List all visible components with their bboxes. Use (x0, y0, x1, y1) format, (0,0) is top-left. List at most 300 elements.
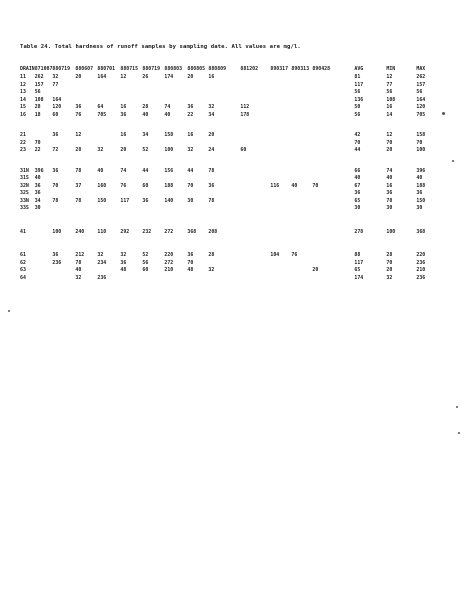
col-header: 880803 (164, 65, 183, 72)
table-cell: 36 (34, 190, 41, 197)
table-cell (291, 82, 312, 90)
table-cell: 60 (142, 182, 149, 189)
table-cell (291, 260, 312, 268)
table-cell (208, 82, 240, 90)
table-cell: 32 (386, 274, 393, 281)
table-cell: 178 (240, 111, 250, 118)
table-cell (312, 112, 354, 120)
table-cell: 140 (164, 197, 174, 204)
table-cell (35, 260, 53, 268)
table-cell: 65 (354, 267, 361, 274)
table-cell (291, 74, 312, 82)
table-cell (75, 82, 97, 90)
table-cell: 158 (416, 132, 426, 139)
table-cell (312, 140, 354, 148)
table-cell (312, 275, 354, 283)
table-cell: 74 (120, 167, 127, 174)
table-cell (312, 132, 354, 140)
table-cell (312, 74, 354, 82)
table-cell (208, 89, 240, 97)
drain-id-cell: 15 (20, 104, 26, 111)
table-cell (291, 205, 312, 213)
table-cell: 20 (386, 267, 393, 274)
table-cell (291, 168, 312, 176)
table-row (20, 112, 446, 120)
table-cell (312, 82, 354, 90)
table-cell (97, 97, 120, 105)
table-cell: 30 (187, 197, 194, 204)
table-cell: 120 (52, 104, 62, 111)
table-cell: 40 (97, 167, 104, 174)
drain-id-cell: 31N (20, 167, 29, 174)
table-cell: 30 (354, 205, 361, 212)
table-cell (35, 229, 53, 237)
table-cell: 150 (97, 197, 107, 204)
table-cell (120, 89, 142, 97)
table-cell: 30 (34, 205, 41, 212)
table-cell: 157 (416, 81, 426, 88)
spacer-cell (20, 236, 446, 252)
table-cell: 156 (164, 167, 174, 174)
table-cell: 70 (386, 259, 393, 266)
table-cell: 158 (164, 132, 174, 139)
table-row (20, 104, 446, 112)
table-cell: 210 (164, 267, 174, 274)
table-cell: 100 (386, 228, 396, 235)
table-cell (208, 260, 240, 268)
table-cell (52, 89, 75, 97)
col-header: 890317 (270, 65, 289, 72)
scan-speck (452, 160, 454, 162)
table-cell (35, 132, 53, 140)
col-header: 890313 (291, 65, 310, 72)
table-cell: 396 (416, 167, 426, 174)
table-cell: 36 (208, 182, 215, 189)
table-cell (270, 275, 291, 283)
table-cell (270, 89, 291, 97)
table-cell (312, 89, 354, 97)
table-cell: 36 (416, 190, 423, 197)
table-cell: 16 (120, 132, 127, 139)
table-cell: 78 (52, 197, 59, 204)
table-cell (164, 82, 187, 90)
drain-id-cell: 33S (20, 205, 29, 212)
table-cell (291, 97, 312, 105)
table-cell: 72 (52, 147, 59, 154)
table-cell: 28 (142, 104, 149, 111)
table-cell: 70 (34, 139, 41, 146)
table-cell: 36 (187, 252, 194, 259)
table-cell: 188 (164, 182, 174, 189)
table-cell (270, 260, 291, 268)
table-row (20, 168, 446, 176)
drain-id-cell: 13 (20, 89, 26, 96)
table-cell: 117 (354, 81, 364, 88)
drain-id-cell: 63 (20, 267, 26, 274)
table-cell: 20 (386, 147, 393, 154)
table-header-row (20, 64, 446, 74)
table-cell (52, 267, 75, 275)
table-cell (270, 205, 291, 213)
table-cell (312, 97, 354, 105)
table-cell: 24 (208, 147, 215, 154)
table-cell: 110 (97, 228, 107, 235)
col-header: 880719 (142, 65, 161, 72)
table-cell: 20 (75, 74, 82, 81)
table-cell: 50 (354, 104, 361, 111)
table-cell: 78 (208, 167, 215, 174)
table-cell: 32 (97, 147, 104, 154)
table-cell (75, 190, 97, 198)
table-cell (97, 205, 120, 213)
drain-id-cell: 64 (20, 274, 26, 281)
col-header: 871007 (34, 65, 53, 72)
table-cell (270, 82, 291, 90)
table-cell (208, 175, 240, 183)
table-cell: 16 (386, 182, 393, 189)
table-cell (142, 205, 164, 213)
table-cell (240, 97, 270, 105)
table-cell: 40 (75, 267, 82, 274)
table-cell (97, 190, 120, 198)
table-cell (97, 82, 120, 90)
table-cell (312, 104, 354, 112)
table-cell: 40 (142, 111, 149, 118)
table-cell: 117 (354, 259, 364, 266)
table-cell: 174 (164, 74, 174, 81)
table-cell: 112 (240, 104, 250, 111)
table-cell: 56 (386, 89, 393, 96)
table-cell: 212 (75, 252, 85, 259)
table-cell: 28 (34, 104, 41, 111)
table-body (20, 74, 446, 282)
table-cell (270, 97, 291, 105)
table-cell: 32 (208, 267, 215, 274)
table-cell (312, 190, 354, 198)
table-cell: 74 (164, 104, 171, 111)
drain-id-cell: 23 (20, 147, 26, 154)
table-cell: 36 (52, 132, 59, 139)
table-cell: 32 (120, 252, 127, 259)
table-row (20, 190, 446, 198)
table-cell (164, 275, 187, 283)
table-cell: 208 (208, 228, 218, 235)
table-cell (291, 132, 312, 140)
table-cell: 40 (291, 182, 298, 189)
table-row (20, 82, 446, 90)
table-cell (97, 140, 120, 148)
table-row (20, 175, 446, 183)
table-cell: 78 (75, 167, 82, 174)
table-cell (291, 112, 312, 120)
table-cell: 52 (142, 147, 149, 154)
table-cell: 70 (416, 139, 423, 146)
table-cell (97, 89, 120, 97)
table-cell (208, 140, 240, 148)
table-cell: 81 (354, 74, 361, 81)
table-cell (187, 275, 208, 283)
table-cell: 150 (416, 197, 426, 204)
table-cell: 117 (120, 197, 130, 204)
table-cell: 236 (416, 259, 426, 266)
table-cell: 12 (386, 74, 393, 81)
table-cell (120, 82, 142, 90)
drain-id-cell: 14 (20, 96, 26, 103)
table-cell (240, 260, 270, 268)
table-cell: 28 (386, 252, 393, 259)
table-cell (164, 175, 187, 183)
table-cell (142, 190, 164, 198)
col-header: 880701 (97, 65, 116, 72)
table-cell: 108 (386, 96, 396, 103)
col-header: 880715 (120, 65, 139, 72)
table-cell (240, 89, 270, 97)
table-cell: 88 (354, 252, 361, 259)
table-cell (270, 112, 291, 120)
table-cell: 18 (34, 111, 41, 118)
table-cell (187, 205, 208, 213)
table-cell: 32 (52, 74, 59, 81)
drain-id-cell: 41 (20, 228, 26, 235)
table-cell (120, 140, 142, 148)
table-cell (75, 140, 97, 148)
table-cell: 272 (164, 228, 174, 235)
table-cell: 44 (142, 167, 149, 174)
table-cell: 100 (52, 228, 62, 235)
table-row (20, 229, 446, 237)
table-cell (270, 147, 291, 155)
table-cell: 36 (75, 104, 82, 111)
table-cell (291, 190, 312, 198)
table-cell (97, 267, 120, 275)
table-cell (187, 190, 208, 198)
table-cell (35, 267, 53, 275)
table-cell: 34 (34, 197, 41, 204)
table-cell: 20 (120, 147, 127, 154)
table-cell (35, 252, 53, 260)
table-cell (291, 140, 312, 148)
table-cell (291, 198, 312, 206)
group-spacer (20, 119, 446, 132)
table-cell: 32 (97, 252, 104, 259)
table-row (20, 267, 446, 275)
table-cell (142, 140, 164, 148)
table-cell: 60 (142, 267, 149, 274)
table-cell: 78 (208, 197, 215, 204)
col-header: DRAIN (20, 65, 35, 72)
table-cell (187, 89, 208, 97)
table-cell (208, 97, 240, 105)
table-cell (240, 275, 270, 283)
table-cell: 164 (416, 96, 426, 103)
table-cell (187, 175, 208, 183)
col-header-avg: AVG (354, 65, 364, 72)
table-cell: 44 (354, 147, 361, 154)
table-cell: 36 (142, 197, 149, 204)
table-cell: 12 (120, 74, 127, 81)
table-cell (291, 275, 312, 283)
col-header-min: MIN (386, 65, 396, 72)
table-row (20, 205, 446, 213)
table-cell: 234 (97, 259, 107, 266)
table-cell (164, 205, 187, 213)
table-cell (312, 147, 354, 155)
table-row (20, 89, 446, 97)
table-cell (187, 140, 208, 148)
table-cell: 34 (208, 111, 215, 118)
table-cell: 174 (354, 274, 364, 281)
table-cell: 76 (75, 111, 82, 118)
table-cell (291, 229, 312, 237)
table-cell: 32 (75, 274, 82, 281)
drain-id-cell: 61 (20, 252, 26, 259)
table-cell (270, 168, 291, 176)
drain-id-cell: 12 (20, 81, 26, 88)
table-cell (291, 89, 312, 97)
table-cell (291, 267, 312, 275)
table-cell: 20 (208, 132, 215, 139)
table-cell (270, 175, 291, 183)
table-cell: 34 (142, 132, 149, 139)
table-cell: 36 (354, 190, 361, 197)
table-cell (164, 89, 187, 97)
table-cell: 40 (354, 175, 361, 182)
table-cell: 16 (208, 74, 215, 81)
table-cell: 220 (416, 252, 426, 259)
group-spacer (20, 213, 446, 229)
table-cell: 36 (52, 252, 59, 259)
table-cell (312, 198, 354, 206)
table-cell: 236 (97, 274, 107, 281)
table-cell: 236 (416, 274, 426, 281)
table-cell: 66 (354, 167, 361, 174)
table-cell: 48 (187, 267, 194, 274)
table-cell (240, 183, 270, 191)
table-cell: 22 (187, 111, 194, 118)
col-header-max: MAX (416, 65, 426, 72)
drain-id-cell: 32S (20, 190, 29, 197)
table-cell: 30 (386, 205, 393, 212)
table-cell (52, 275, 75, 283)
table-cell (240, 190, 270, 198)
table-cell: 56 (416, 89, 423, 96)
table-cell: 705 (416, 111, 426, 118)
table-cell: 36 (120, 111, 127, 118)
table-row (20, 198, 446, 206)
table-cell: 42 (354, 132, 361, 139)
table-cell (270, 229, 291, 237)
table-cell (142, 89, 164, 97)
table-cell (52, 205, 75, 213)
table-cell (142, 82, 164, 90)
table-cell: 40 (416, 175, 423, 182)
table-cell (291, 104, 312, 112)
table-cell: 52 (142, 252, 149, 259)
table-cell: 70 (52, 182, 59, 189)
table-cell (142, 97, 164, 105)
table-cell (120, 205, 142, 213)
table-cell (208, 205, 240, 213)
table-cell: 48 (120, 267, 127, 274)
table-cell: 74 (386, 167, 393, 174)
table-cell: 40 (34, 175, 41, 182)
table-cell: 136 (354, 96, 364, 103)
drain-id-cell: 32N (20, 182, 29, 189)
drain-id-cell: 22 (20, 139, 26, 146)
table-cell: 368 (187, 228, 197, 235)
table-cell: 210 (416, 267, 426, 274)
table-cell: 40 (164, 111, 171, 118)
table-row (20, 252, 446, 260)
table-cell: 56 (142, 259, 149, 266)
table-cell: 108 (34, 96, 44, 103)
table-cell (164, 140, 187, 148)
table-cell (120, 275, 142, 283)
table-cell (240, 74, 270, 82)
table-cell: 262 (416, 74, 426, 81)
table-cell: 70 (187, 259, 194, 266)
table-cell (312, 175, 354, 183)
table-cell: 705 (97, 111, 107, 118)
table-cell (75, 205, 97, 213)
table-cell (270, 198, 291, 206)
table-cell: 36 (187, 104, 194, 111)
table-row (20, 260, 446, 268)
table-cell (312, 260, 354, 268)
table-cell (270, 190, 291, 198)
table-cell: 262 (34, 74, 44, 81)
table-cell (120, 97, 142, 105)
table-cell (240, 140, 270, 148)
scan-speck (8, 310, 10, 312)
table-cell: 37 (75, 182, 82, 189)
table-cell (312, 229, 354, 237)
table-cell: 368 (416, 228, 426, 235)
table-row (20, 275, 446, 283)
table-cell: 28 (75, 147, 82, 154)
col-header: 880607 (75, 65, 94, 72)
col-header: 880719 (52, 65, 71, 72)
table-cell (270, 267, 291, 275)
table-cell (52, 175, 75, 183)
table-cell: 36 (34, 182, 41, 189)
table-cell: 22 (34, 147, 41, 154)
table-row (20, 97, 446, 105)
table-cell: 60 (240, 147, 247, 154)
table-cell: 240 (75, 228, 85, 235)
table-cell (208, 275, 240, 283)
table-cell: 36 (52, 167, 59, 174)
table-cell (75, 97, 97, 105)
table-cell (270, 74, 291, 82)
table-cell (240, 168, 270, 176)
col-header: 880809 (208, 65, 227, 72)
table-cell: 70 (354, 139, 361, 146)
table-cell (164, 190, 187, 198)
table-cell (240, 267, 270, 275)
table-cell (240, 229, 270, 237)
table-cell: 67 (354, 182, 361, 189)
table-cell (97, 175, 120, 183)
table-cell (164, 97, 187, 105)
table-cell: 78 (75, 197, 82, 204)
table-row (20, 183, 446, 191)
table-caption: Table 24. Total hardness of runoff samples by sampling date. All values are mg/l. (20, 44, 301, 50)
table-cell: 70 (312, 182, 319, 189)
table-cell (312, 252, 354, 260)
table-cell: 278 (354, 228, 364, 235)
table-cell (312, 205, 354, 213)
